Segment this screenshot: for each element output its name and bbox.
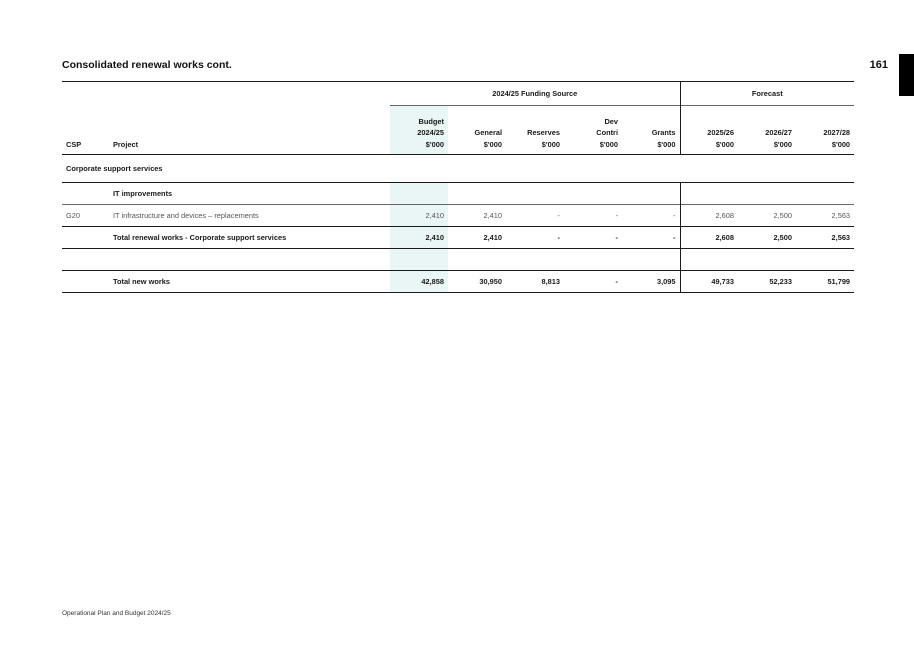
total-2027-28: 51,799 — [796, 271, 854, 293]
row-general: 2,410 — [448, 205, 506, 227]
total-2025-26: 49,733 — [680, 271, 738, 293]
subtotal-row — [62, 227, 854, 249]
page-title: Consolidated renewal works cont. — [62, 59, 232, 71]
total-budget: 42,858 — [390, 271, 448, 293]
section-row — [62, 155, 854, 183]
column-header-row — [62, 106, 854, 155]
col-general-header: General $'000 — [448, 106, 506, 155]
total-reserves: 8,813 — [506, 271, 564, 293]
page-number: 161 — [869, 59, 888, 71]
funding-source-header: 2024/25 Funding Source — [390, 82, 680, 106]
col-budget-header: Budget 2024/25 $'000 — [390, 106, 448, 155]
row-csp: G20 — [62, 205, 109, 227]
group-header-row — [62, 82, 854, 106]
col-dev-contri-header: Dev Contri $'000 — [564, 106, 622, 155]
row-grants: - — [622, 205, 680, 227]
row-dev-contri: - — [564, 205, 622, 227]
row-2025-26: 2,608 — [680, 205, 738, 227]
col-reserves-header: Reserves $'000 — [506, 106, 564, 155]
col-2026-27-header: 2026/27 $'000 — [738, 106, 796, 155]
subtotal-2026-27: 2,500 — [738, 227, 796, 249]
row-project: IT infrastructure and devices – replacements — [109, 205, 390, 227]
total-row — [62, 271, 854, 293]
total-dev-contri: - — [564, 271, 622, 293]
subtotal-2025-26: 2,608 — [680, 227, 738, 249]
renewal-works-table — [62, 81, 854, 293]
col-2025-26-header: 2025/26 $'000 — [680, 106, 738, 155]
row-budget: 2,410 — [390, 205, 448, 227]
table-row — [62, 205, 854, 227]
total-general: 30,950 — [448, 271, 506, 293]
row-reserves: - — [506, 205, 564, 227]
forecast-header: Forecast — [680, 82, 854, 106]
subtotal-grants: - — [622, 227, 680, 249]
subtotal-general: 2,410 — [448, 227, 506, 249]
section-label: Corporate support services — [66, 164, 163, 173]
total-2026-27: 52,233 — [738, 271, 796, 293]
page-tab-marker — [899, 54, 914, 96]
row-2027-28: 2,563 — [796, 205, 854, 227]
subtotal-reserves: - — [506, 227, 564, 249]
spacer-row — [62, 249, 854, 271]
page-footer: Operational Plan and Budget 2024/25 — [62, 610, 171, 617]
subtotal-2027-28: 2,563 — [796, 227, 854, 249]
col-2027-28-header: 2027/28 $'000 — [796, 106, 854, 155]
subtotal-label: Total renewal works - Corporate support services — [109, 227, 390, 249]
subtotal-dev-contri: - — [564, 227, 622, 249]
col-project-header: Project — [109, 106, 390, 155]
total-label: Total new works — [109, 271, 390, 293]
subsection-row — [62, 183, 854, 205]
subsection-label: IT improvements — [109, 183, 390, 205]
col-grants-header: Grants $'000 — [622, 106, 680, 155]
subtotal-budget: 2,410 — [390, 227, 448, 249]
col-csp-header: CSP — [62, 106, 109, 155]
row-2026-27: 2,500 — [738, 205, 796, 227]
total-grants: 3,095 — [622, 271, 680, 293]
